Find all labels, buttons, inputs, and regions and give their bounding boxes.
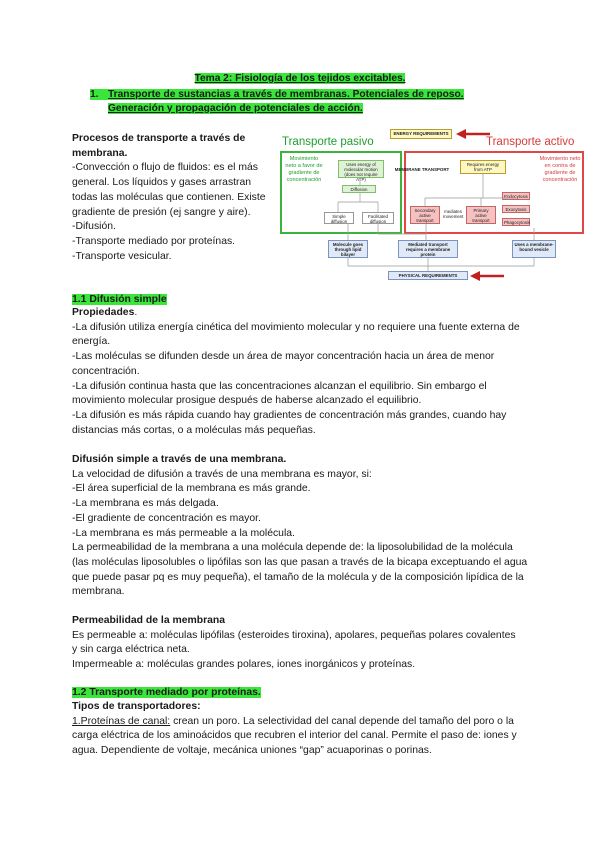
transport-diagram bbox=[280, 128, 584, 293]
membrane-line: La permeabilidad de la membrana a una molécula depende de: la liposolubilidad de la molécula (las moléculas liposolubles o lipófilas son las que pasan a través de la bicapa exceptuando el agua que puede pasar pq es muy pequeña), el tamaño de la molécula y de la composición lipídica de la membrana. bbox=[72, 542, 528, 598]
simple-diffusion-box: Simple diffusion bbox=[324, 212, 354, 224]
section-1-1-heading-text: 1.1 Difusión simple bbox=[72, 294, 167, 305]
property-line: -Las moléculas se difunden desde un área de mayor concentración hacia un área de menor concentración. bbox=[72, 351, 495, 377]
permeability-line: Impermeable a: moléculas grandes polares, iones inorgánicos y proteínas. bbox=[72, 659, 416, 671]
physical-requirements-box: PHYSICAL REQUIREMENTS bbox=[388, 271, 468, 280]
item-line-1: Transporte de sustancias a través de membranas. Potenciales de reposo. bbox=[108, 89, 464, 100]
uses-energy-box: Uses energy of molecular motion (does not require ATP) bbox=[338, 160, 384, 178]
membrane-diffusion-heading: Difusión simple a través de una membrana. bbox=[72, 454, 287, 465]
permeability-line: Es permeable a: moléculas lipófilas (esteroides tiroxina), apolares, pequeñas polares covalentes y sin carga eléctrica neta. bbox=[72, 629, 516, 656]
lipid-bilayer-box: Molecule goes through lipid bilayer bbox=[328, 240, 368, 258]
physical-arrow bbox=[470, 270, 506, 282]
energy-requirements-box: ENERGY REQUIREMENTS bbox=[390, 129, 452, 139]
mediates-box: mediates movement bbox=[442, 208, 464, 222]
properties-dot: . bbox=[134, 307, 138, 318]
permeability-heading: Permeabilidad de la membrana bbox=[72, 615, 226, 626]
active-label: Transporte activo bbox=[486, 136, 575, 148]
membrane-transport-box: MEMBRANE TRANSPORT bbox=[394, 167, 450, 172]
intro-block bbox=[72, 132, 272, 264]
properties-heading: Propiedades bbox=[72, 307, 135, 318]
channel-proteins-label: 1.Proteínas de canal: bbox=[72, 715, 171, 727]
phagocytosis-box: Phagocytosis bbox=[504, 220, 531, 225]
transporters-heading: Tipos de transportadores: bbox=[72, 701, 201, 712]
channel-proteins-text: crean un poro. La selectividad del canal depende del tamaño del poro o la carga eléctrica de los aminoácidos que recubren el interior del canal. Permite el paso de: iones y agua. Dependiente de voltaje, mecánica uniones “gap” acuaporinas o porinas. bbox=[72, 715, 517, 757]
section-1-2-heading-text: 1.2 Transporte mediado por proteínas. bbox=[72, 687, 261, 698]
properties-block bbox=[72, 306, 522, 438]
active-note: Movimiento neto en contra de gradiente de concentración bbox=[539, 156, 581, 183]
document-title bbox=[0, 72, 600, 86]
mediated-transport-box: Mediated transport requires a membrane protein bbox=[398, 240, 458, 258]
endocytosis-box: Endocytosis bbox=[502, 192, 530, 200]
membrane-line: -El área superficial de la membrana es más grande. bbox=[72, 483, 311, 495]
section-1-title bbox=[90, 88, 464, 115]
property-line: -La difusión continua hasta que las concentraciones alcanzan el equilibrio. Sin embargo el movimiento molecular prosigue después de haberse alcanzado el equilibrio. bbox=[72, 380, 487, 407]
membrane-line: -La membrana es más delgada. bbox=[72, 498, 219, 510]
vesicle-box: Uses a membrane-bound vesicle bbox=[512, 240, 556, 258]
membrane-diffusion-block bbox=[72, 453, 528, 600]
property-line: -La difusión es más rápida cuando hay gradientes de concentración más grandes, cuando hay distancias más cortas, o a moléculas más pequeñas. bbox=[72, 409, 507, 436]
exocytosis-box: Exocytosis bbox=[502, 205, 530, 213]
permeability-block bbox=[72, 614, 522, 673]
section-1-1-heading bbox=[72, 293, 167, 307]
diagram-connectors bbox=[280, 128, 584, 293]
membrane-line: -La membrana es más permeable a la molécula. bbox=[72, 527, 295, 539]
transporters-block bbox=[72, 700, 524, 759]
membrane-line: La velocidad de difusión a través de una membrana es mayor, si: bbox=[72, 468, 372, 480]
primary-active-box: Primary active transport bbox=[466, 206, 496, 224]
passive-note: Movimiento neto a favor de gradiente de concentración bbox=[285, 156, 323, 183]
passive-label: Transporte pasivo bbox=[282, 136, 374, 148]
intro-line: -Transporte vesicular. bbox=[72, 250, 172, 262]
membrane-line: -El gradiente de concentración es mayor. bbox=[72, 512, 261, 524]
item-line-2: Generación y propagación de potenciales de acción. bbox=[108, 102, 363, 114]
intro-line: -Convección o flujo de fluidos: es el más general. Los líquidos y gases arrastran todas las moléculas que contienen. Existe gradiente de presión (ej sangre y aire). bbox=[72, 162, 266, 218]
intro-line: -Transporte mediado por proteínas. bbox=[72, 235, 236, 247]
property-line: -La difusión utiliza energía cinética del movimiento molecular y no requiere una fuente externa de energía. bbox=[72, 321, 520, 348]
intro-heading: Procesos de transporte a través de membrana. bbox=[72, 133, 246, 159]
requires-atp-box: Requires energy from ATP bbox=[460, 160, 506, 174]
item-number: 1. bbox=[90, 89, 99, 100]
title-text: Tema 2: Fisiología de los tejidos excitables. bbox=[194, 73, 406, 84]
intro-line: -Difusión. bbox=[72, 221, 116, 233]
diffusion-box: Diffusion bbox=[342, 185, 376, 193]
secondary-active-box: Secondary active transport bbox=[410, 206, 440, 224]
facilitated-diffusion-box: Facilitated diffusion bbox=[362, 212, 394, 224]
section-1-2-heading bbox=[72, 686, 261, 700]
